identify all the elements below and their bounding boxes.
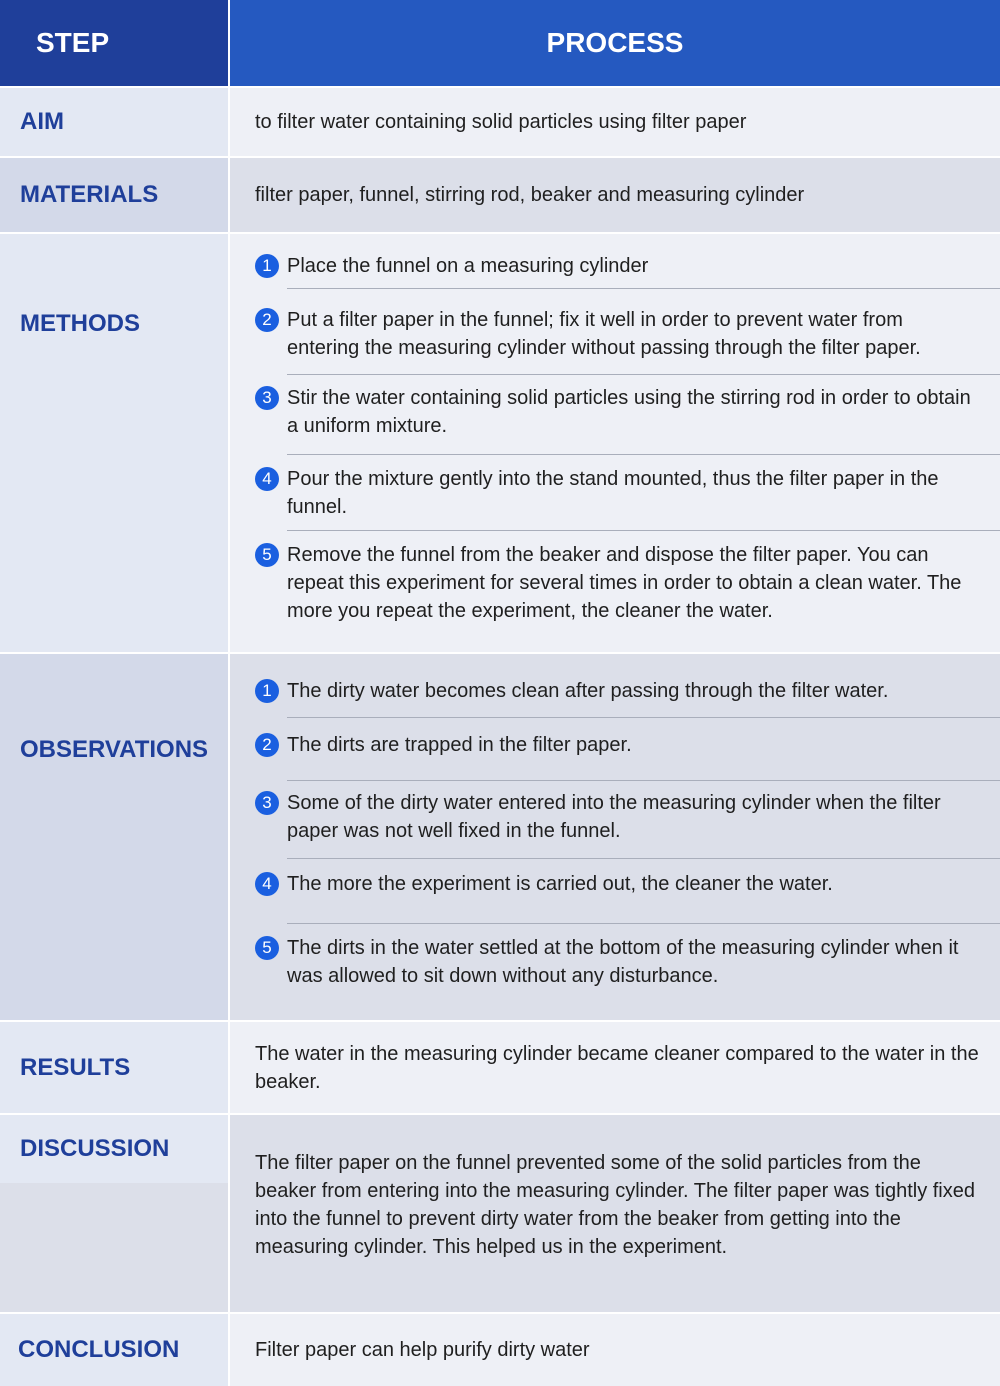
- observations-item: [255, 934, 980, 990]
- number-badge: 3: [255, 791, 279, 815]
- methods-item: [255, 306, 980, 362]
- number-badge: 4: [255, 467, 279, 491]
- methods-item-text: Put a filter paper in the funnel; fix it well in order to prevent water from entering the measuring cylinder without passing through the filter paper.: [287, 309, 921, 359]
- results-label: RESULTS: [0, 1022, 228, 1113]
- methods-item-text: Place the funnel on a measuring cylinder: [287, 255, 649, 277]
- methods-item-text: Remove the funnel from the beaker and dispose the filter paper. You can repeat this experiment for several times in order to obtain a clean water. The more you repeat the experiment, the cleaner the water.: [287, 544, 962, 622]
- row-methods: [0, 234, 1000, 652]
- row-aim: [0, 88, 1000, 156]
- discussion-label: DISCUSSION: [0, 1115, 228, 1183]
- observations-item-text: The more the experiment is carried out, the cleaner the water.: [287, 873, 833, 895]
- observations-item: [255, 870, 980, 898]
- observations-item-text: The dirts in the water settled at the bottom of the measuring cylinder when it was allowed to sit down without any disturbance.: [287, 937, 959, 987]
- methods-item-text: Pour the mixture gently into the stand mounted, thus the filter paper in the funnel.: [287, 468, 939, 518]
- methods-label: METHODS: [0, 234, 228, 652]
- row-observations: [0, 654, 1000, 1020]
- row-materials: [0, 158, 1000, 232]
- row-conclusion: [0, 1314, 1000, 1386]
- header-step: STEP: [0, 0, 228, 86]
- number-badge: 3: [255, 386, 279, 410]
- number-badge: 1: [255, 679, 279, 703]
- observations-label: OBSERVATIONS: [0, 654, 228, 1020]
- observations-item: [255, 677, 980, 705]
- observations-item-text: Some of the dirty water entered into the measuring cylinder when the filter paper was not well fixed in the funnel.: [287, 792, 941, 842]
- row-results: [0, 1022, 1000, 1113]
- conclusion-label: CONCLUSION: [0, 1314, 228, 1386]
- table-header: [0, 0, 1000, 86]
- aim-label: AIM: [0, 88, 228, 156]
- number-badge: 5: [255, 543, 279, 567]
- aim-text: to filter water containing solid particles using filter paper: [255, 111, 747, 133]
- materials-text: filter paper, funnel, stirring rod, beaker and measuring cylinder: [255, 184, 805, 206]
- methods-item-text: Stir the water containing solid particles using the stirring rod in order to obtain a uniform mixture.: [287, 387, 971, 437]
- methods-item: [255, 252, 980, 280]
- header-process: PROCESS: [230, 0, 1000, 86]
- methods-item: [255, 541, 980, 625]
- number-badge: 2: [255, 308, 279, 332]
- observations-item-text: The dirty water becomes clean after passing through the filter water.: [287, 680, 889, 702]
- observations-item-text: The dirts are trapped in the filter paper.: [287, 734, 632, 756]
- number-badge: 4: [255, 872, 279, 896]
- methods-item: [255, 465, 980, 521]
- results-text: The water in the measuring cylinder became cleaner compared to the water in the beaker.: [255, 1042, 979, 1093]
- materials-label: MATERIALS: [0, 158, 228, 232]
- number-badge: 5: [255, 936, 279, 960]
- methods-item: [255, 384, 980, 440]
- number-badge: 2: [255, 733, 279, 757]
- row-discussion: [0, 1115, 1000, 1312]
- discussion-text: The filter paper on the funnel prevented some of the solid particles from the beaker from entering into the measuring cylinder. The filter paper was tightly fixed into the funnel to prevent dirty water from the beaker from getting into the measuring cylinder. This helped us in the experiment.: [255, 1152, 975, 1258]
- observations-item: [255, 731, 980, 759]
- conclusion-text: Filter paper can help purify dirty water: [255, 1339, 590, 1361]
- number-badge: 1: [255, 254, 279, 278]
- observations-item: [255, 789, 980, 845]
